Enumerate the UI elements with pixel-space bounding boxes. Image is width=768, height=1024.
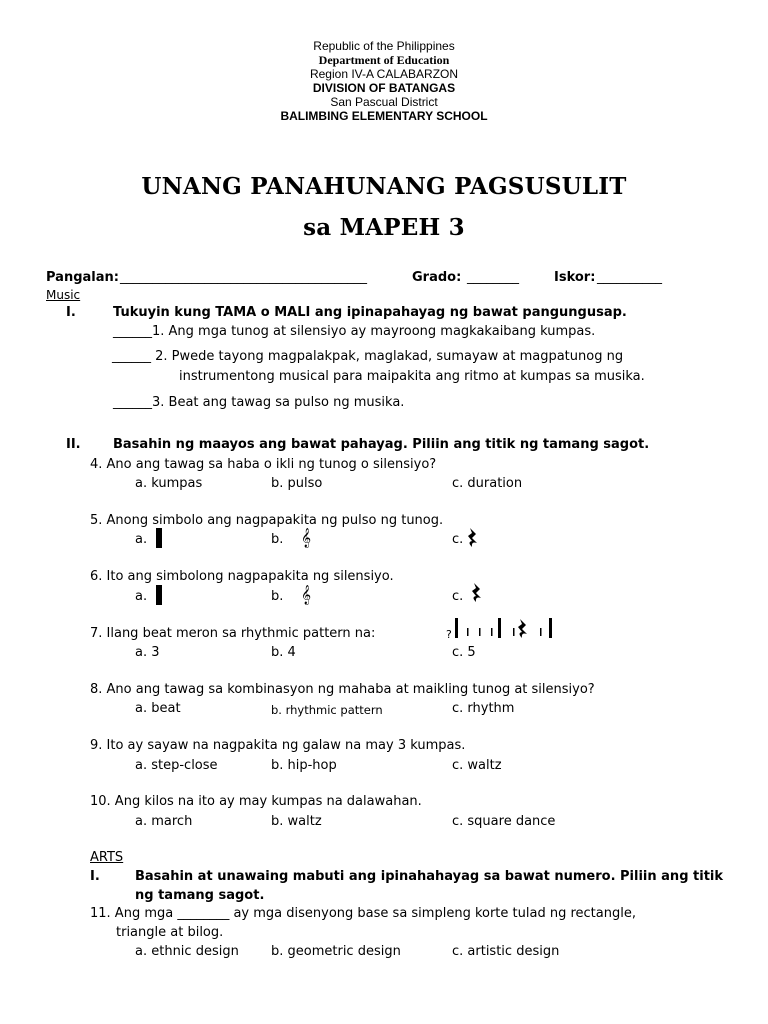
q4-choice-b: b. pulso xyxy=(271,476,323,491)
question-9: 9. Ito ay sayaw na nagpakita ng galaw na may 3 kumpas. xyxy=(90,738,466,753)
question-7: 7. Ilang beat meron sa rhythmic pattern na: xyxy=(90,626,376,641)
header-republic: Republic of the Philippines xyxy=(313,39,455,53)
q7-choice-b: b. 4 xyxy=(271,645,296,660)
question-8: 8. Ano ang tawag sa kombinasyon ng mahaba at maikling tunog at silensiyo? xyxy=(90,682,595,697)
q6-choice-a: a. xyxy=(135,589,148,604)
q6-choice-c: c. xyxy=(452,589,464,604)
q6-choice-b: b. xyxy=(271,589,284,604)
part1-numeral: I. xyxy=(66,305,76,320)
q7-choice-a: a. 3 xyxy=(135,645,160,660)
header-school: BALIMBING ELEMENTARY SCHOOL xyxy=(280,109,488,123)
name-blank[interactable]: ______________________________________ xyxy=(120,270,367,285)
tf-item-2: ______ 2. Pwede tayong magpalakpak, maglakad, sumayaw at magpatunog ng xyxy=(112,349,624,364)
q8-choice-c: c. rhythm xyxy=(452,701,515,716)
part1-instruction: Tukuyin kung TAMA o MALI ang ipinapahayag ng bawat pangungusap. xyxy=(113,305,627,320)
tf-item-3: ______3. Beat ang tawag sa pulso ng musika. xyxy=(113,395,405,410)
arts-section-label: ARTS xyxy=(90,850,124,865)
header-district: San Pascual District xyxy=(330,95,438,109)
arts-instruction: Basahin at unawaing mabuti ang ipinahahayag sa bawat numero. Piliin ang titik xyxy=(135,869,724,884)
grade-label: Grado: xyxy=(412,270,462,285)
arts-numeral: I. xyxy=(90,869,100,884)
treble-clef-icon: 𝄞 xyxy=(301,528,312,548)
quarter-note-bar-icon xyxy=(156,528,162,548)
treble-clef-icon: 𝄞 xyxy=(301,585,312,605)
question-11-cont: triangle at bilog. xyxy=(116,925,224,940)
arts-instruction-cont: ng tamang sagot. xyxy=(135,888,265,903)
grade-blank[interactable]: ________ xyxy=(467,270,519,285)
score-label: Iskor: xyxy=(554,270,596,285)
rhythmic-pattern-figure xyxy=(454,616,558,640)
question-6: 6. Ito ang simbolong nagpapakita ng silensiyo. xyxy=(90,569,394,584)
q8-choice-b: b. rhythmic pattern xyxy=(271,703,383,717)
exam-subtitle: sa MAPEH 3 xyxy=(303,214,465,241)
q5-choice-a: a. xyxy=(135,532,148,547)
tf-item-1: ______1. Ang mga tunog at silensiyo ay mayroong magkakaibang kumpas. xyxy=(113,324,596,339)
music-section-label: Music xyxy=(46,288,81,302)
q7-choice-c: c. 5 xyxy=(452,645,476,660)
question-10: 10. Ang kilos na ito ay may kumpas na dalawahan. xyxy=(90,794,422,809)
exam-title: UNANG PANAHUNANG PAGSUSULIT xyxy=(141,173,627,200)
header-division: DIVISION OF BATANGAS xyxy=(312,81,456,95)
question-11: 11. Ang mga ________ ay mga disenyong base sa simpleng korte tulad ng rectangle, xyxy=(90,906,636,921)
q5-choice-b: b. xyxy=(271,532,284,547)
part2-numeral: II. xyxy=(66,437,81,452)
q9-choice-c: c. waltz xyxy=(452,758,502,773)
q5-choice-c: c. xyxy=(452,532,464,547)
q10-choice-b: b. waltz xyxy=(271,814,322,829)
header-region: Region IV-A CALABARZON xyxy=(309,67,459,81)
header-department: Department of Education xyxy=(318,53,450,67)
q11-choice-b: b. geometric design xyxy=(271,944,401,959)
q4-choice-a: a. kumpas xyxy=(135,476,203,491)
name-label: Pangalan: xyxy=(46,270,119,285)
question-5: 5. Anong simbolo ang nagpapakita ng pulso ng tunog. xyxy=(90,513,444,528)
question-4: 4. Ano ang tawag sa haba o ikli ng tunog o silensiyo? xyxy=(90,457,437,472)
q11-choice-a: a. ethnic design xyxy=(135,944,239,959)
score-blank[interactable]: __________ xyxy=(597,270,662,285)
q10-choice-a: a. march xyxy=(135,814,193,829)
quarter-note-bar-icon xyxy=(156,585,162,605)
tf-item-2-cont: instrumentong musical para maipakita ang ritmo at kumpas sa musika. xyxy=(179,369,645,384)
part2-instruction: Basahin ng maayos ang bawat pahayag. Piliin ang titik ng tamang sagot. xyxy=(113,437,650,452)
q9-choice-b: b. hip-hop xyxy=(271,758,337,773)
q8-choice-a: a. beat xyxy=(135,701,181,716)
q9-choice-a: a. step-close xyxy=(135,758,218,773)
rhythm-pattern-prefix: ? xyxy=(446,628,452,641)
q11-choice-c: c. artistic design xyxy=(452,944,560,959)
q10-choice-c: c. square dance xyxy=(452,814,556,829)
q4-choice-c: c. duration xyxy=(452,476,523,491)
quarter-rest-icon xyxy=(466,527,480,549)
quarter-rest-icon xyxy=(470,582,484,604)
